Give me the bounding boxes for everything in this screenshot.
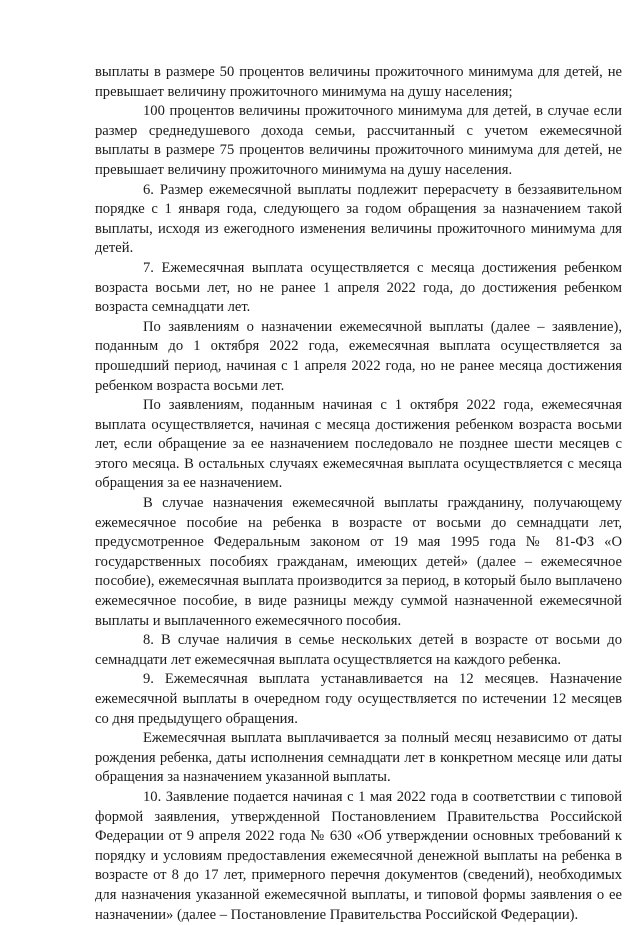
paragraph: Ежемесячная выплата выплачивается за полный месяц независимо от даты рождения ребенка, даты исполнения семнадцати лет в конкретном месяце или даты обращения за назначением указанной выплаты. xyxy=(95,730,622,786)
paragraph: выплаты в размере 50 процентов величины прожиточного минимума для детей, не превышает величину прожиточного минимума на душу населения; xyxy=(95,64,622,100)
paragraph-item-10: 10. Заявление подается начиная с 1 мая 2022 года в соответствии с типовой формой заявления, утвержденной Постановлением Правительства Российской Федерации от 9 апреля 2022 года № 630 «Об утверждении основных требований к порядку и условиям предоставления ежемесячной денежной выплаты на ребенка в возрасте от 8 до 17 лет, примерного перечня документов (сведений), необходимых для назначения указанной ежемесячной выплаты, и типовой формы заявления о ее назначении» (далее – Постановление Правительства Российской Федерации). xyxy=(95,788,622,923)
paragraph-item-8: 8. В случае наличия в семье нескольких детей в возрасте от восьми до семнадцати лет ежемесячная выплата осуществляется на каждого ребенка. xyxy=(95,632,622,668)
paragraph: 100 процентов величины прожиточного минимума для детей, в случае если размер среднедушевого дохода семьи, рассчитанный с учетом ежемесячной выплаты в размере 75 процентов величины прожиточного минимума для детей, не превышает величину прожиточного минимума на душу населения. xyxy=(95,103,622,178)
paragraph: По заявлениям, поданным начиная с 1 октября 2022 года, ежемесячная выплата осуществляется, начиная с месяца достижения ребенком возраста восьми лет, если обращение за ее назначением последовало не позднее шести месяцев с этого месяца. В остальных случаях ежемесячная выплата осуществляется с месяца обращения за ее назначением. xyxy=(95,397,622,492)
paragraph-item-7: 7. Ежемесячная выплата осуществляется с месяца достижения ребенком возраста восьми лет, но не ранее 1 апреля 2022 года, до достижения ребенком возраста семнадцати лет. xyxy=(95,259,622,316)
document-page xyxy=(95,63,622,925)
paragraph-item-6: 6. Размер ежемесячной выплаты подлежит перерасчету в беззаявительном порядке с 1 января года, следующего за годом обращения за назначением такой выплаты, исходя из ежегодного изменения величины прожиточного минимума для детей. xyxy=(95,181,622,257)
paragraph-item-9: 9. Ежемесячная выплата устанавливается на 12 месяцев. Назначение ежемесячной выплаты в очередном году осуществляется по истечении 12 месяцев со дня предыдущего обращения. xyxy=(95,671,622,727)
paragraph: В случае назначения ежемесячной выплаты гражданину, получающему ежемесячное пособие на ребенка в возрасте от восьми до семнадцати лет, предусмотренное Федеральным законом от 19 мая 1995 года № 81-ФЗ «О государственных пособиях гражданам, имеющих детей» (далее – ежемесячное пособие), ежемесячная выплата производится за период, в который было выплачено ежемесячное пособие, в виде разницы между суммой назначенной ежемесячной выплаты и выплаченного ежемесячного пособия. xyxy=(95,495,622,629)
paragraph: По заявлениям о назначении ежемесячной выплаты (далее – заявление), поданным до 1 октября 2022 года, ежемесячная выплата осуществляется за прошедший период, начиная с 1 апреля 2022 года, но не ранее месяца достижения ребенком возраста восьми лет. xyxy=(95,318,622,394)
